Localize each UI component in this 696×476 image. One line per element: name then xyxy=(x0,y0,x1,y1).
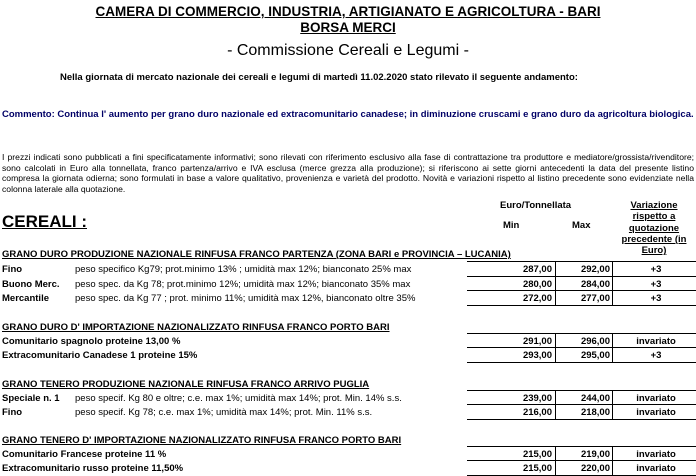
table-rule xyxy=(555,261,556,305)
table-rule xyxy=(555,333,556,362)
table-rule xyxy=(467,460,696,461)
price-max: 220,00 xyxy=(580,463,610,474)
row-label: Comunitario Francese proteine 11 % xyxy=(2,449,167,460)
column-header-min: Min xyxy=(503,220,520,231)
row-label: Extracomunitario Canadese 1 proteine 15% xyxy=(2,350,198,361)
price-variation: +3 xyxy=(650,293,662,304)
price-min: 215,00 xyxy=(522,463,552,474)
section-title: GRANO TENERO PRODUZIONE NAZIONALE RINFUSA FRANCO ARRIVO PUGLIA xyxy=(2,379,370,390)
title-borsa-merci: BORSA MERCI xyxy=(300,20,396,35)
table-rule xyxy=(612,390,613,419)
row-label: Comunitario spagnolo proteine 13,00 % xyxy=(2,336,181,347)
table-rule xyxy=(467,390,696,391)
section-title: GRANO TENERO D' IMPORTAZIONE NAZIONALIZZATO RINFUSA FRANCO PORTO BARI xyxy=(2,435,402,446)
row-label: Buono Merc. xyxy=(2,279,60,290)
section-title: GRANO DURO PRODUZIONE NAZIONALE RINFUSA FRANCO PARTENZA (ZONA BARI e PROVINCIA – LUCANIA) xyxy=(2,249,511,260)
notes-text: I prezzi indicati sono pubblicati a fini specificatamente informativi; sono rilevati con riferimento esclusivo alla fase di contrattazione tra produttore e mediatore/grossista/rivenditore; sono calcolati in Euro alla tonnellata, franco partenza/arrivo e IVA esclusa (merce grezza alla produzione); si riferiscono ai sette giorni antecedenti la data del presente listino compresa la giornata odierna; sono formulati in base a valore qualitativo, provenienza e varietà del prodotto. Novità e variazioni rispetto al listino precedente sono evidenziate nella colonna laterale alla quotazione. xyxy=(2,152,694,194)
row-description: peso spec. da Kg 77 ; prot. minimo 11%; umidità max 12%, bianconato oltre 35% xyxy=(75,293,416,304)
price-variation: invariato xyxy=(636,407,676,418)
comment-text: Commento: Continua l' aumento per grano duro nazionale ed extracomunitario canadese; in diminuzione cruscami e grano duro da agricoltura biologica. xyxy=(2,109,694,120)
price-max: 292,00 xyxy=(580,264,610,275)
subtitle-commissione: - Commissione Cereali e Legumi - xyxy=(227,42,469,59)
price-max: 219,00 xyxy=(580,449,610,460)
price-min: 291,00 xyxy=(522,336,552,347)
row-label: Fino xyxy=(2,264,23,275)
intro-text: Nella giornata di mercato nazionale dei cereali e legumi di martedì 11.02.2020 stato rilevato il seguente andamento: xyxy=(60,72,578,83)
table-rule xyxy=(612,261,613,305)
price-variation: +3 xyxy=(650,264,662,275)
table-rule xyxy=(555,390,556,419)
section-heading-cereali: CEREALI : xyxy=(2,212,87,231)
row-label: Fino xyxy=(2,407,23,418)
price-max: 284,00 xyxy=(580,279,610,290)
price-max: 218,00 xyxy=(580,407,610,418)
price-min: 239,00 xyxy=(522,393,552,404)
row-label: Mercantile xyxy=(2,293,49,304)
table-rule xyxy=(467,347,696,348)
price-variation: invariato xyxy=(636,336,676,347)
column-header-variation: Variazione rispetto a quotazione precedente (in Euro) xyxy=(621,200,687,257)
table-rule xyxy=(467,290,696,291)
price-max: 295,00 xyxy=(580,350,610,361)
price-min: 215,00 xyxy=(522,449,552,460)
table-rule xyxy=(467,404,696,405)
title-chamber: CAMERA DI COMMERCIO, INDUSTRIA, ARTIGIANATO E AGRICOLTURA - BARI xyxy=(95,4,601,19)
price-min: 272,00 xyxy=(522,293,552,304)
table-rule xyxy=(467,446,696,447)
price-min: 216,00 xyxy=(522,407,552,418)
section-title: GRANO DURO D' IMPORTAZIONE NAZIONALIZZATO RINFUSA FRANCO PORTO BARI xyxy=(2,322,390,333)
column-header-unit: Euro/Tonnellata xyxy=(500,200,572,211)
table-rule xyxy=(612,446,613,475)
table-rule xyxy=(467,362,696,363)
table-rule xyxy=(467,333,696,334)
row-description: peso specif. Kg 78; c.e. max 1%; umidità max 14%; prot. Min. 11% s.s. xyxy=(75,407,373,418)
column-header-max: Max xyxy=(572,220,591,231)
price-variation: invariato xyxy=(636,463,676,474)
price-min: 280,00 xyxy=(522,279,552,290)
row-description: peso specif. Kg 80 e oltre; c.e. max 1%; umidità max 14%; prot. Min. 14% s.s. xyxy=(75,393,402,404)
table-rule xyxy=(555,446,556,475)
table-rule xyxy=(467,261,696,262)
table-rule xyxy=(467,419,696,420)
price-variation: invariato xyxy=(636,393,676,404)
table-rule xyxy=(467,305,696,306)
row-description: peso specifico Kg79; prot.minimo 13% ; umidità max 12%; bianconato 25% max xyxy=(75,264,412,275)
row-label: Extracomunitario russo proteine 11,50% xyxy=(2,463,184,474)
price-variation: +3 xyxy=(650,279,662,290)
price-max: 277,00 xyxy=(580,293,610,304)
price-variation: +3 xyxy=(650,350,662,361)
price-max: 244,00 xyxy=(580,393,610,404)
table-rule xyxy=(467,276,696,277)
price-max: 296,00 xyxy=(580,336,610,347)
price-min: 287,00 xyxy=(522,264,552,275)
row-description: peso spec. da Kg 78; prot.minimo 12%; umidità max 12%; bianconato 35% max xyxy=(75,279,411,290)
table-rule xyxy=(612,333,613,362)
price-min: 293,00 xyxy=(522,350,552,361)
price-variation: invariato xyxy=(636,449,676,460)
row-label: Speciale n. 1 xyxy=(2,393,60,404)
